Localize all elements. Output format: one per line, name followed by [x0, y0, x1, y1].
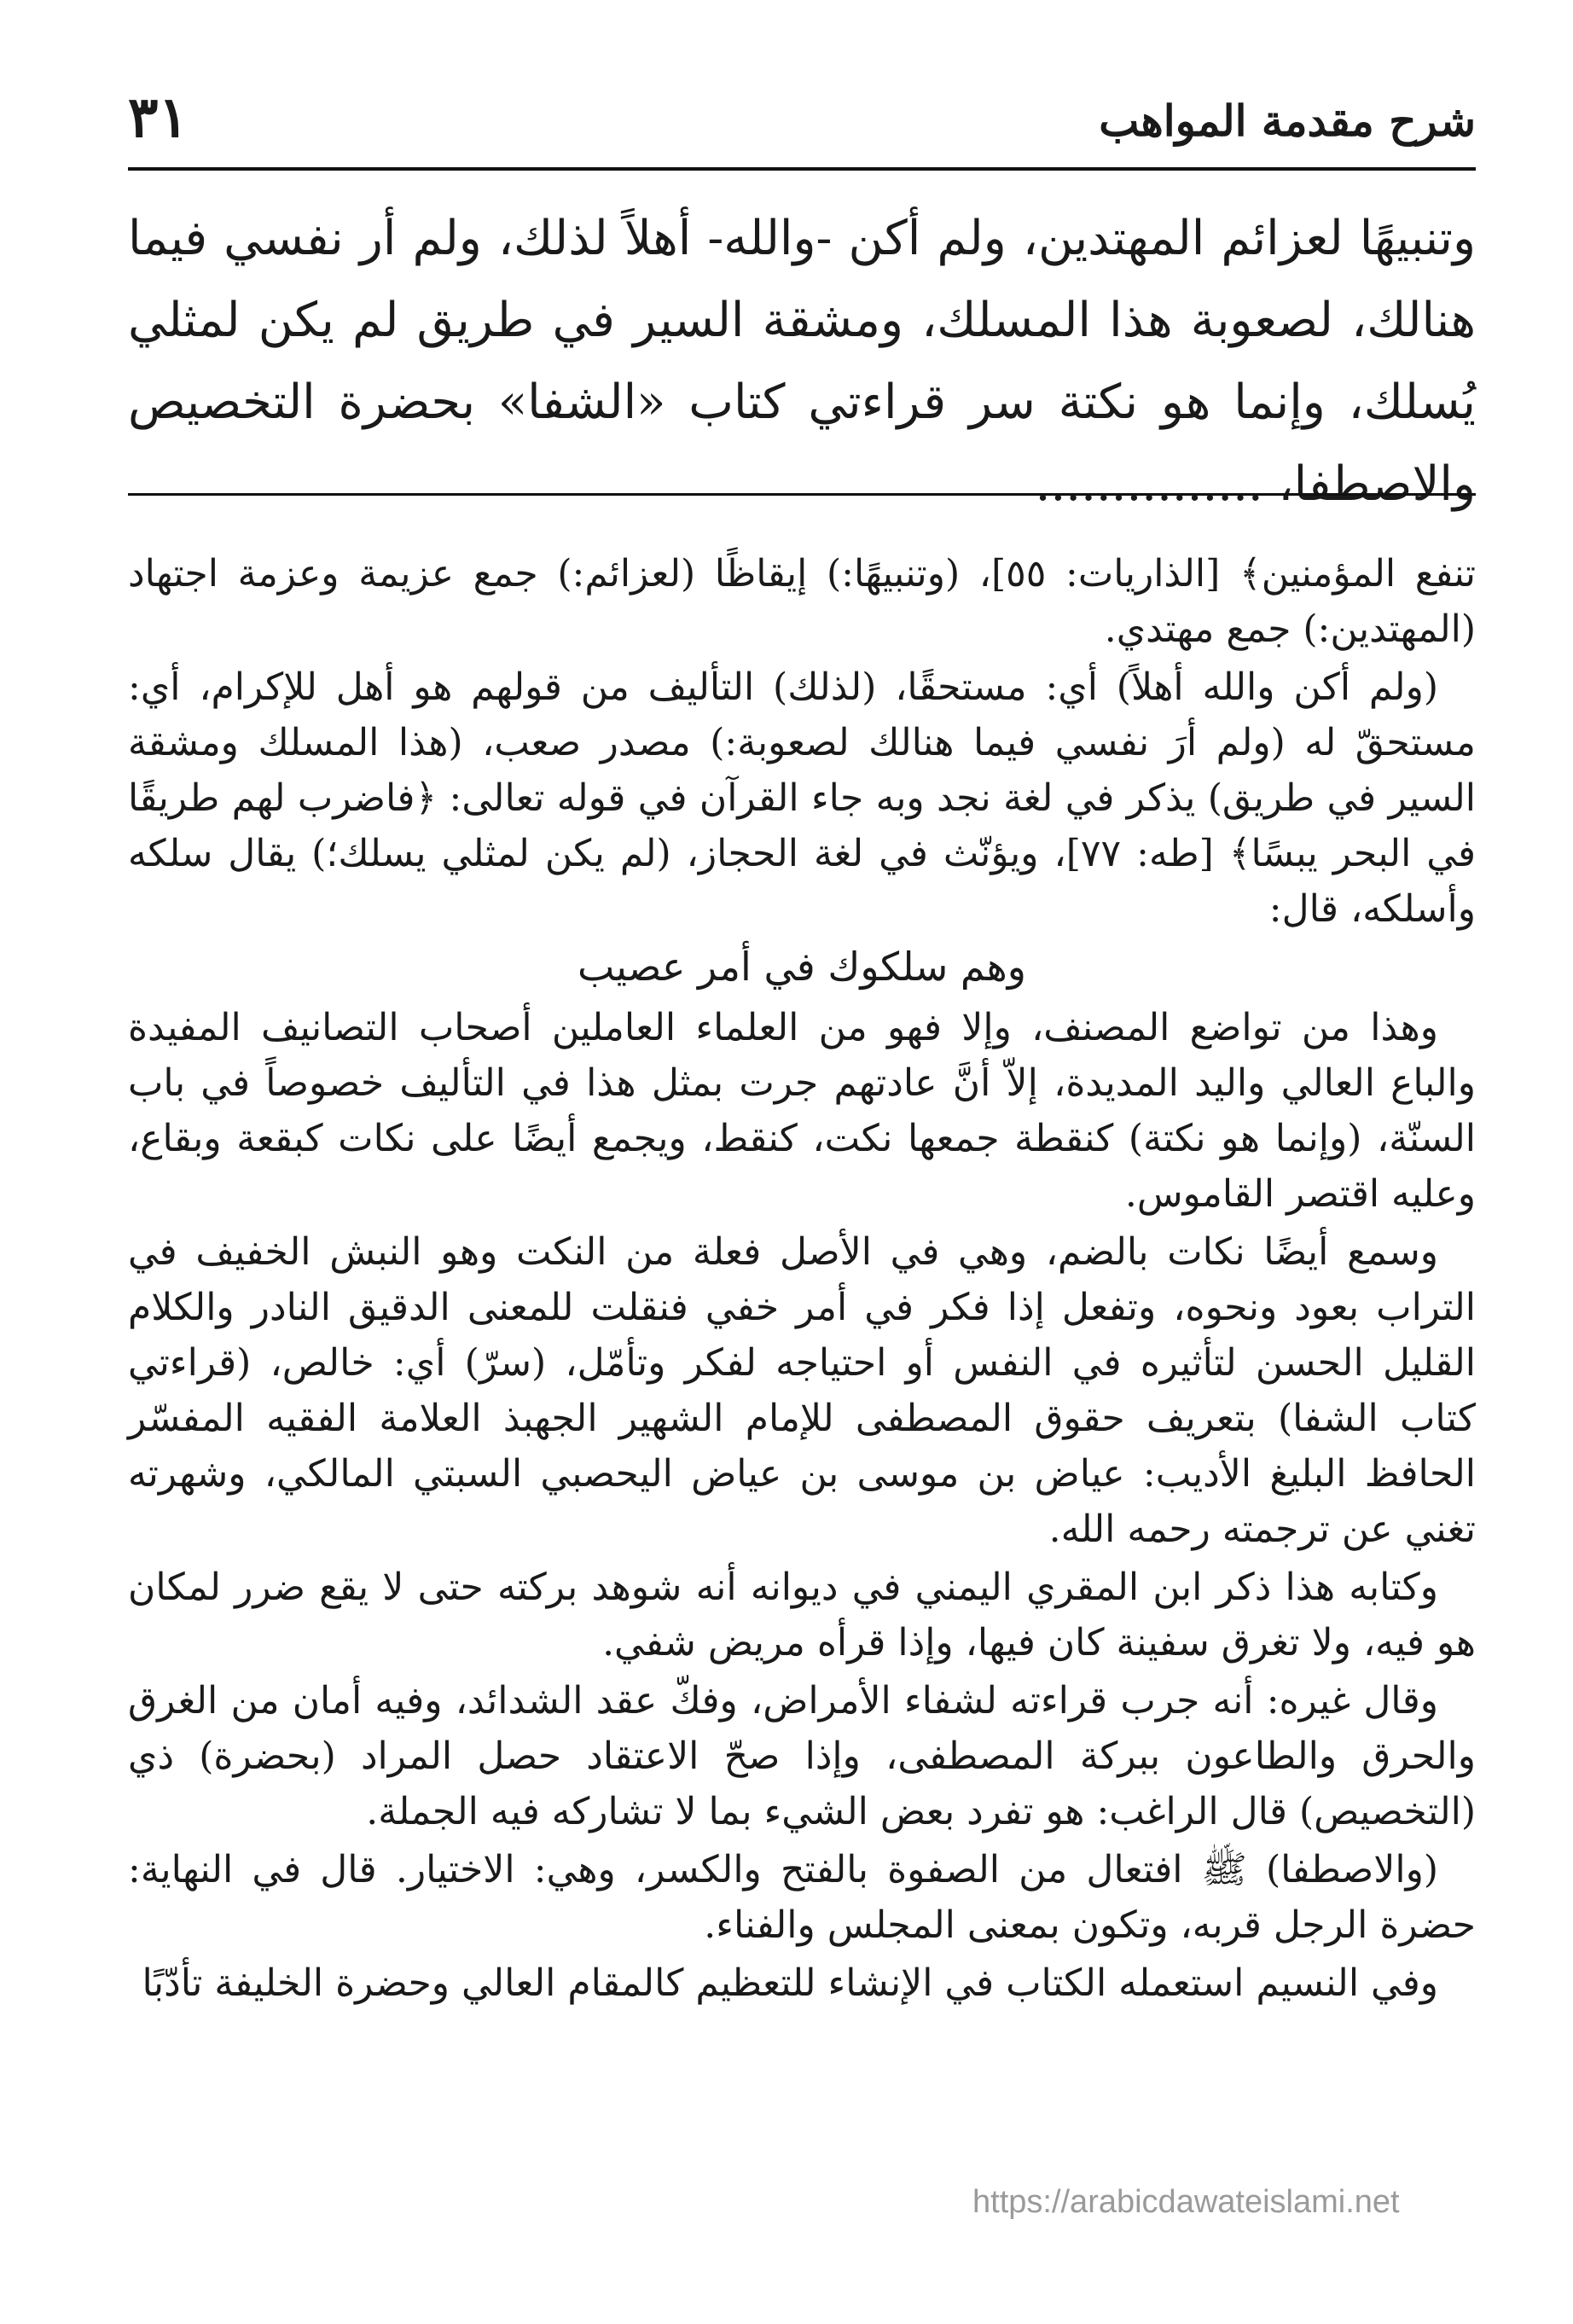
- poetry-verse: وهم سلكوك في أمر عصيب: [578, 944, 1026, 990]
- main-text-body: وتنبيهًا لعزائم المهتدين، ولم أكن -والله- أهلاً لذلك، ولم أر نفسي فيما هنالك، لصعوبة هذا المسلك، ومشقة السير في طريق لم يكن لمثلي يُسلك، وإنما هو نكتة سر قراءتي كتاب «الشفا» بحضرة التخصيص والاصطفا،: [128, 211, 1476, 512]
- book-page: [128, 0, 1476, 2324]
- commentary-paragraph-3: وهذا من تواضع المصنف، وإلا فهو من العلماء العاملين أصحاب التصانيف المفيدة والباع العالي واليد المديدة، إلاّ أنَّ عادتهم جرت بمثل هذا في التأليف خصوصاً في باب السنّة، (وإنما هو نكتة) كنقطة جمعها نكت، كنقط، ويجمع أيضًا على نكات كبقعة وبقاع، وعليه اقتصر القاموس.: [128, 1006, 1476, 1216]
- page-number: ٣١: [128, 84, 189, 150]
- main-text: [128, 198, 1476, 526]
- commentary-paragraph-5: وكتابه هذا ذكر ابن المقري اليمني في ديوانه أنه شوهد بركته حتى لا يقع ضرر لمكان هو فيه، ولا تغرق سفينة كان فيها، وإذا قرأه مريض شفي.: [128, 1566, 1476, 1665]
- page-header: [128, 75, 1476, 169]
- commentary-paragraph-8: وفي النسيم استعمله الكتاب في الإنشاء للتعظيم كالمقام العالي وحضرة الخليفة تأدّبًا: [142, 1961, 1438, 2005]
- header-divider: [128, 167, 1476, 171]
- watermark-url: https://arabicdawateislami.net: [972, 2184, 1400, 2220]
- main-text-dots: ...............: [1035, 456, 1263, 512]
- commentary-paragraph-1: تنفع المؤمنين﴾ [الذاريات: ٥٥]، (وتنبيهًا:) إيقاظًا (لعزائم:) جمع عزيمة وعزمة اجتهاد (المهتدين:) جمع مهتدي.: [128, 552, 1476, 651]
- commentary-divider: [128, 493, 1476, 496]
- commentary: [128, 546, 1476, 2013]
- running-title: شرح مقدمة المواهب: [1099, 96, 1476, 146]
- commentary-paragraph-4: وسمع أيضًا نكات بالضم، وهي في الأصل فعلة من النكت وهو النبش الخفيف في التراب بعود ونحوه، وتفعل إذا فكر في أمر خفي فنقلت للمعنى الدقيق النادر والكلام القليل الحسن لتأثيره في النفس أو احتياجه لفكر وتأمّل، (سرّ) أي: خالص، (قراءتي كتاب الشفا) بتعريف حقوق المصطفى للإمام الشهير الجهبذ العلامة الفقيه المفسّر الحافظ البليغ الأديب: عياض بن موسى بن عياض اليحصبي السبتي المالكي، وشهرته تغني عن ترجمته رحمه الله.: [128, 1230, 1476, 1551]
- commentary-paragraph-6: وقال غيره: أنه جرب قراءته لشفاء الأمراض، وفكّ عقد الشدائد، وفيه أمان من الغرق والحرق والطاعون ببركة المصطفى، وإذا صحّ الاعتقاد حصل المراد (بحضرة) ذي (التخصيص) قال الراغب: هو تفرد بعض الشيء بما لا تشاركه فيه الجملة.: [128, 1679, 1476, 1833]
- commentary-paragraph-2: (ولم أكن والله أهلاً) أي: مستحقًا، (لذلك) التأليف من قولهم هو أهل للإكرام، أي: مستحقّ له (ولم أرَ نفسي فيما هنالك لصعوبة:) مصدر صعب، (هذا المسلك ومشقة السير في طريق) يذكر في لغة نجد وبه جاء القرآن في قوله تعالى: ﴿فاضرب لهم طريقًا في البحر يبسًا﴾ [طه: ٧٧]، ويؤنّث في لغة الحجاز، (لم يكن لمثلي يسلك؛) يقال سلكه وأسلكه، قال:: [128, 665, 1476, 931]
- commentary-paragraph-7: (والاصطفا) ﷺ افتعال من الصفوة بالفتح والكسر، وهي: الاختيار. قال في النهاية: حضرة الرجل قربه، وتكون بمعنى المجلس والفناء.: [128, 1848, 1476, 1947]
